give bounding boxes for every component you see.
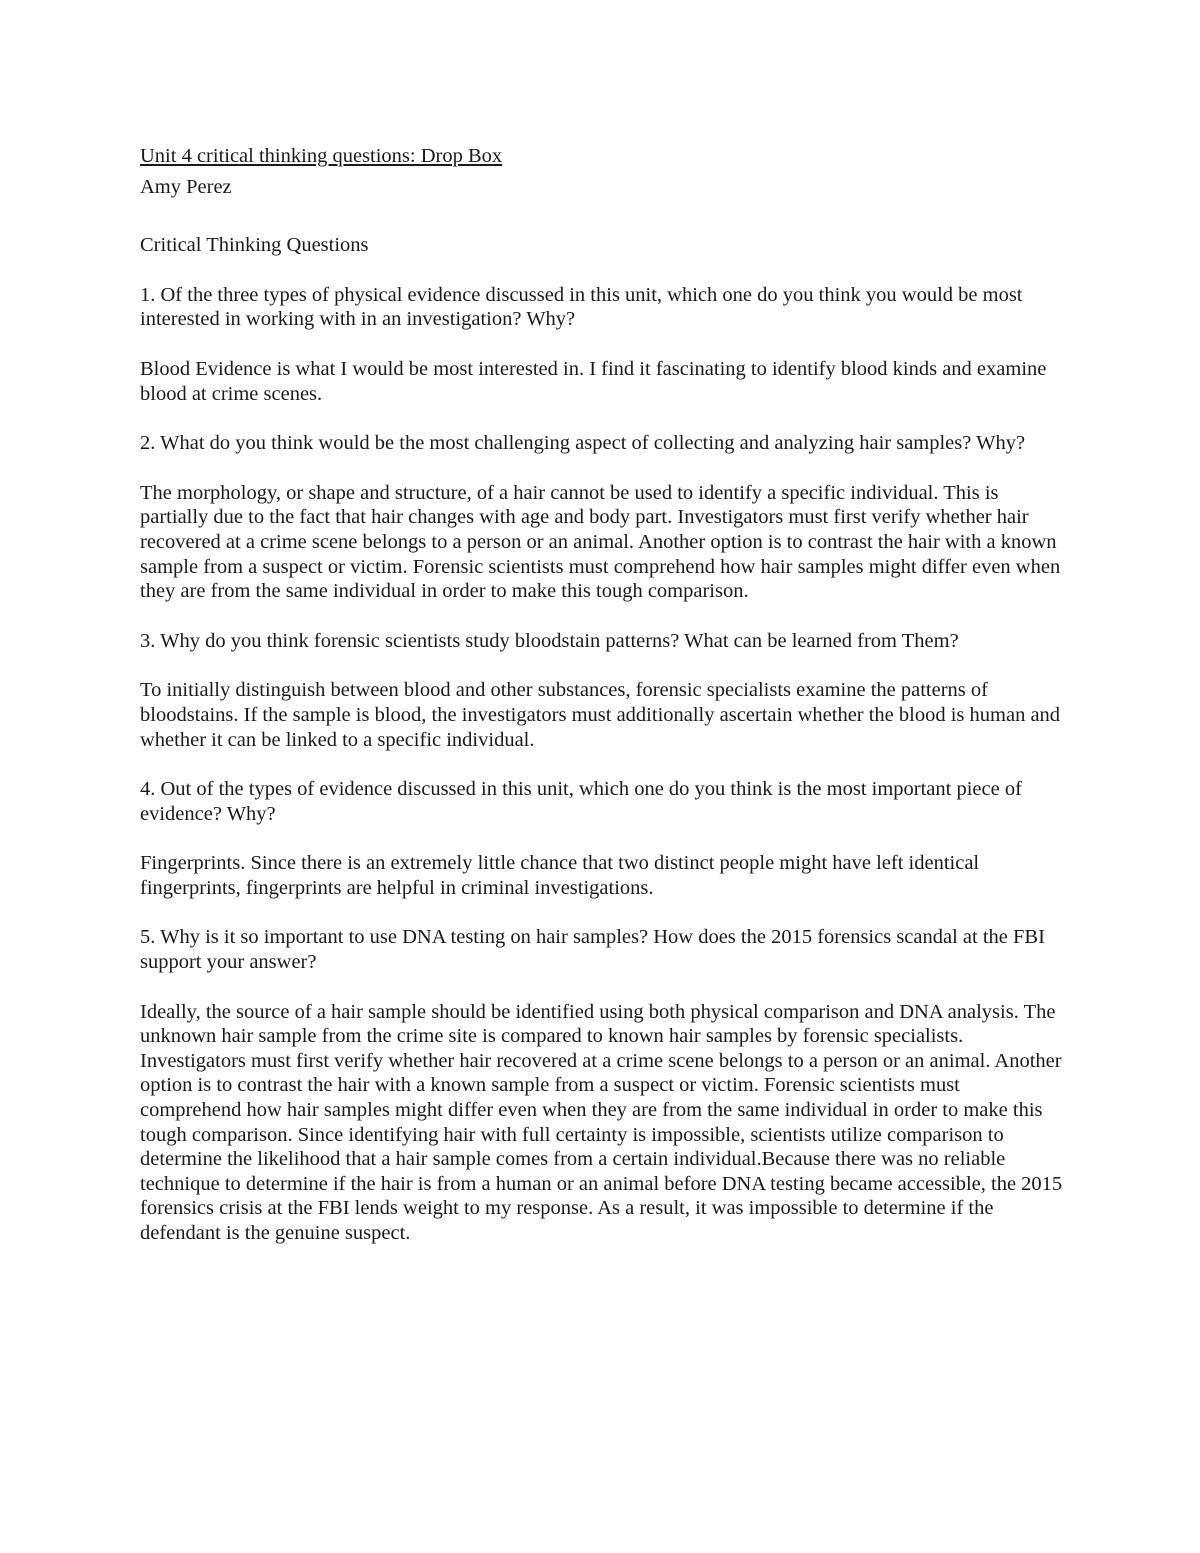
- answer-1: Blood Evidence is what I would be most interested in. I find it fascinating to identify blood kinds and examine blood at crime scenes.: [140, 357, 1047, 405]
- question-3: 3. Why do you think forensic scientists study bloodstain patterns? What can be learned from Them?: [140, 629, 959, 652]
- answer-4: Fingerprints. Since there is an extremely little chance that two distinct people might have left identical fingerprints, fingerprints are helpful in criminal investigations.: [140, 852, 980, 899]
- question-4: 4. Out of the types of evidence discussed in this unit, which one do you think is the most important piece of evidence? Why?: [140, 778, 1022, 825]
- answer-5: Ideally, the source of a hair sample should be identified using both physical comparison and DNA analysis. The unknown hair sample from the crime site is compared to known hair samples by forensic specialists. Investigators must first verify whether hair recovered at a crime scene belongs to a person or an animal. Another option is to contrast the hair with a known sample from a suspect or victim. Forensic scientists must comprehend how hair samples might differ even when they are from the same individual in order to make this tough comparison. Since identifying hair with full certainty is impossible, scientists utilize comparison to determine the likelihood that a hair sample comes from a certain individual.Because there was no reliable technique to determine if the hair is from a human or an animal before DNA testing became accessible, the 2015 forensics crisis at the FBI lends weight to my response. As a result, it was impossible to determine if the defendant is the genuine suspect.: [140, 1000, 1063, 1244]
- author-name: Amy Perez: [140, 175, 232, 198]
- document-title: Unit 4 critical thinking questions: Drop Box: [140, 145, 503, 167]
- question-2: 2. What do you think would be the most challenging aspect of collecting and analyzing hair samples? Why?: [140, 432, 1026, 455]
- question-5: 5. Why is it so important to use DNA testing on hair samples? How does the 2015 forensics scandal at the FBI support your answer?: [140, 926, 1045, 974]
- answer-3: To initially distinguish between blood and other substances, forensic specialists examine the patterns of bloodstains. If the sample is blood, the investigators must additionally ascertain whether the blood is human and whether it can be linked to a specific individual.: [140, 679, 1061, 751]
- section-heading: Critical Thinking Questions: [140, 234, 369, 257]
- answer-2: The morphology, or shape and structure, of a hair cannot be used to identify a specific individual. This is partially due to the fact that hair changes with age and body part. Investigators must first verify whether hair recovered at a crime scene belongs to a person or an animal. Another option is to contrast the hair with a known sample from a suspect or victim. Forensic scientists must comprehend how hair samples might differ even when they are from the same individual in order to make this tough comparison.: [140, 481, 1061, 603]
- document-body: [140, 144, 1065, 1271]
- question-1: 1. Of the three types of physical evidence discussed in this unit, which one do you think you would be most interested in working with in an investigation? Why?: [140, 283, 1023, 331]
